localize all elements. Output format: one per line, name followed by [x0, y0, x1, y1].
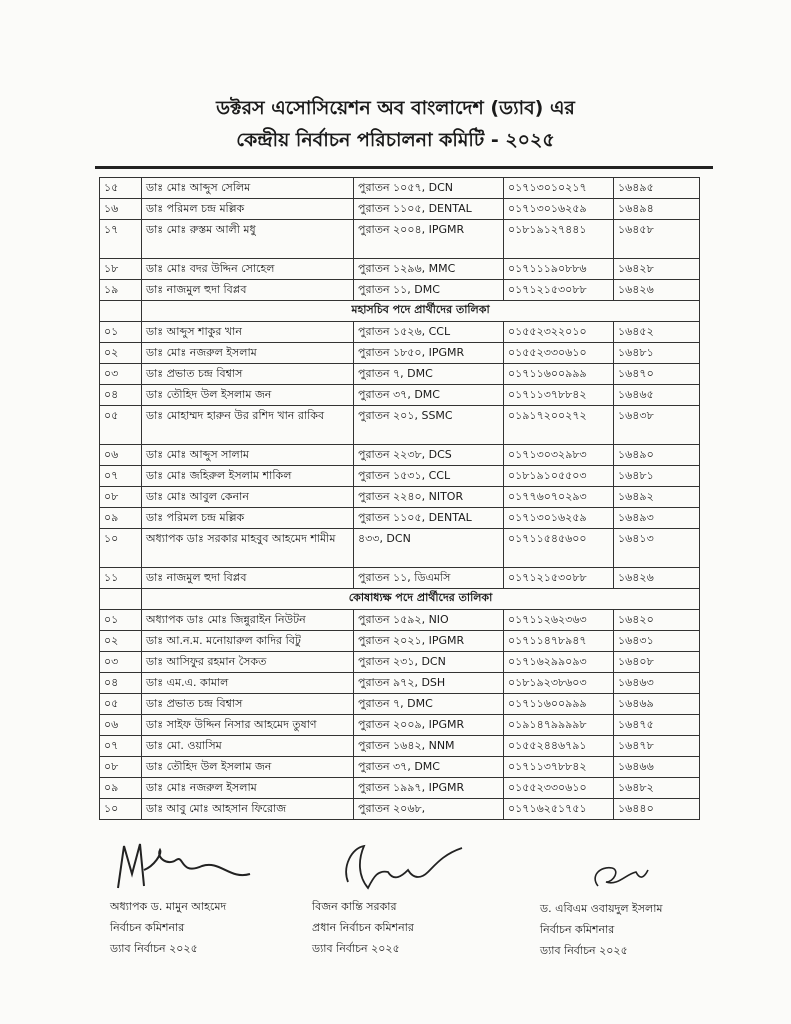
phone-cell: ০১৭১৩০১৬২৫৯	[504, 508, 614, 529]
name-cell: ডাঃ মোঃ নজরুল ইসলাম	[142, 343, 354, 364]
name-cell: ডাঃ মোঃ আব্দুস সেলিম	[142, 178, 354, 199]
serial-cell: ০২	[100, 343, 142, 364]
table-row	[100, 445, 700, 466]
name-cell: ডাঃ নাজমুল হুদা বিপ্লব	[142, 280, 354, 301]
header-rule	[95, 166, 713, 169]
signature-2-mark	[312, 836, 482, 896]
name-cell: ডাঃ পরিমল চন্দ্র মল্লিক	[142, 199, 354, 220]
name-cell: ডাঃ মোঃ জহিরুল ইসলাম শাকিল	[142, 466, 354, 487]
code-cell: ১৬৪২০	[614, 610, 700, 631]
record-cell: পুরাতন ২২৪০, NITOR	[354, 487, 504, 508]
name-cell: ডাঃ তৌহিদ উল ইসলাম জন	[142, 757, 354, 778]
table-row	[100, 220, 700, 259]
table-row	[100, 568, 700, 589]
name-cell: ডাঃ পরিমল চন্দ্র মল্লিক	[142, 508, 354, 529]
code-cell: ১৬৪৩১	[614, 631, 700, 652]
title-line-1: ডক্টরস এসোসিয়েশন অব বাংলাদেশ (ড্যাব) এর	[216, 97, 575, 119]
section-header-row	[100, 301, 700, 322]
code-cell: ১৬৪৮১	[614, 466, 700, 487]
serial-cell: ০৩	[100, 652, 142, 673]
record-cell: পুরাতন ৩৭, DMC	[354, 385, 504, 406]
table-row	[100, 715, 700, 736]
phone-cell: ০১৭১১৪৭৮৯৪৭	[504, 631, 614, 652]
code-cell: ১৬৪৭৫	[614, 715, 700, 736]
record-cell: পুরাতন ২০০৯, IPGMR	[354, 715, 504, 736]
signature-2-name: বিজন কান্তি সরকার	[312, 900, 397, 913]
section-spacer-cell	[100, 301, 142, 322]
serial-cell: ১০	[100, 799, 142, 820]
signature-1-name: অধ্যাপক ড. মামুন আহমেদ	[110, 900, 227, 913]
phone-cell: ০১৭১১৩৭৮৮৪২	[504, 385, 614, 406]
serial-cell: ০৫	[100, 694, 142, 715]
code-cell: ১৬৪৯৫	[614, 178, 700, 199]
name-cell: ডাঃ তৌহিদ উল ইসলাম জন	[142, 385, 354, 406]
record-cell: পুরাতন ২২৩৮, DCS	[354, 445, 504, 466]
record-cell: পুরাতন ১৮৫০, IPGMR	[354, 343, 504, 364]
code-cell: ১৬৪১৩	[614, 529, 700, 568]
record-cell: পুরাতন ২০১, SSMC	[354, 406, 504, 445]
serial-cell: ০৯	[100, 508, 142, 529]
record-cell: ৪৩৩, DCN	[354, 529, 504, 568]
phone-cell: ০১৭১৬২৫১৭৫১	[504, 799, 614, 820]
table-row	[100, 610, 700, 631]
signature-3-mark	[540, 852, 680, 898]
code-cell: ১৬৪৮১	[614, 343, 700, 364]
record-cell: পুরাতন ২০২১, IPGMR	[354, 631, 504, 652]
code-cell: ১৬৪৯০	[614, 445, 700, 466]
table-row	[100, 280, 700, 301]
name-cell: অধ্যাপক ডাঃ সরকার মাহবুব আহমেদ শামীম	[142, 529, 354, 568]
serial-cell: ০৭	[100, 466, 142, 487]
record-cell: পুরাতন ২০০৪, IPGMR	[354, 220, 504, 259]
phone-cell: ০১৭১১৫৪৫৬০০	[504, 529, 614, 568]
serial-cell: ১১	[100, 568, 142, 589]
code-cell: ১৬৪২৬	[614, 280, 700, 301]
code-cell: ১৬৪৬৫	[614, 385, 700, 406]
phone-cell: ০১৭১৩০১৬২৫৯	[504, 199, 614, 220]
section-title: কোষাধ্যক্ষ পদে প্রার্থীদের তালিকা	[142, 589, 700, 610]
code-cell: ১৬৪৫২	[614, 322, 700, 343]
code-cell: ১৬৪৭০	[614, 364, 700, 385]
candidate-table	[99, 177, 700, 820]
phone-cell: ০১৭১৩০৩২৯৮৩	[504, 445, 614, 466]
phone-cell: ০১৭১২১৫৩০৮৮	[504, 280, 614, 301]
code-cell: ১৬৪০৮	[614, 652, 700, 673]
table-row	[100, 199, 700, 220]
signature-3-role: নির্বাচন কমিশনার	[540, 923, 615, 936]
signature-1-event: ড্যাব নির্বাচন ২০২৫	[110, 942, 198, 955]
table-row	[100, 529, 700, 568]
name-cell: ডাঃ প্রভাত চন্দ্র বিশ্বাস	[142, 694, 354, 715]
phone-cell: ০১৭৭৬০৭০২৯৩	[504, 487, 614, 508]
serial-cell: ০১	[100, 610, 142, 631]
phone-cell: ০১৭১১৬০০৯৯৯	[504, 364, 614, 385]
table-row	[100, 487, 700, 508]
phone-cell: ০১৭১১৩৭৮৮৪২	[504, 757, 614, 778]
table-row	[100, 385, 700, 406]
code-cell: ১৬৪৬৩	[614, 673, 700, 694]
name-cell: অধ্যাপক ডাঃ মোঃ জিন্নুরাইন নিউটন	[142, 610, 354, 631]
phone-cell: ০১৭১৩০১০২১৭	[504, 178, 614, 199]
signature-1-mark	[110, 836, 260, 896]
name-cell: ডাঃ আসিফুর রহমান সৈকত	[142, 652, 354, 673]
signature-1-role: নির্বাচন কমিশনার	[110, 921, 185, 934]
record-cell: পুরাতন ১১, DMC	[354, 280, 504, 301]
name-cell: ডাঃ মোঃ রুস্তম আলী মধু	[142, 220, 354, 259]
serial-cell: ১৫	[100, 178, 142, 199]
record-cell: পুরাতন ১১০৫, DENTAL	[354, 199, 504, 220]
code-cell: ১৬৪২৮	[614, 259, 700, 280]
phone-cell: ০১৮১৯১২৭৪৪১	[504, 220, 614, 259]
table-row	[100, 757, 700, 778]
name-cell: ডাঃ মোঃ আব্দুস সালাম	[142, 445, 354, 466]
record-cell: পুরাতন ৭, DMC	[354, 694, 504, 715]
name-cell: ডাঃ আবু মোঃ আহসান ফিরোজ	[142, 799, 354, 820]
serial-cell: ১৬	[100, 199, 142, 220]
record-cell: পুরাতন ২০৬৮,	[354, 799, 504, 820]
table-row	[100, 631, 700, 652]
signature-3-name: ড. এবিএম ওবায়দুল ইসলাম	[540, 902, 663, 915]
name-cell: ডাঃ আ.ন.ম. মনোয়ারুল কাদির বিটু	[142, 631, 354, 652]
serial-cell: ১৮	[100, 259, 142, 280]
record-cell: পুরাতন ১৫২৬, CCL	[354, 322, 504, 343]
record-cell: পুরাতন ১২৯৬, MMC	[354, 259, 504, 280]
name-cell: ডাঃ আব্দুস শাকুর খান	[142, 322, 354, 343]
phone-cell: ০১৫৫২৩৩০৬১০	[504, 778, 614, 799]
serial-cell: ০২	[100, 631, 142, 652]
table-row	[100, 799, 700, 820]
table-row	[100, 736, 700, 757]
name-cell: ডাঃ মোঃ বদর উদ্দিন সোহেল	[142, 259, 354, 280]
table-row	[100, 508, 700, 529]
record-cell: পুরাতন ২৩১, DCN	[354, 652, 504, 673]
document-title	[0, 92, 791, 156]
code-cell: ১৬৪৬৯	[614, 694, 700, 715]
phone-cell: ০১৫৫২৩২২০১০	[504, 322, 614, 343]
table-row	[100, 259, 700, 280]
record-cell: পুরাতন ১১, ডিএমসি	[354, 568, 504, 589]
record-cell: পুরাতন ৭, DMC	[354, 364, 504, 385]
phone-cell: ০১৭১১১৯০৮৮৬	[504, 259, 614, 280]
name-cell: ডাঃ নাজমুল হুদা বিপ্লব	[142, 568, 354, 589]
name-cell: ডাঃ এম.এ. কামাল	[142, 673, 354, 694]
record-cell: পুরাতন ১৫৯২, NIO	[354, 610, 504, 631]
signature-2-role: প্রধান নির্বাচন কমিশনার	[312, 921, 414, 934]
signature-block-2	[312, 836, 482, 959]
code-cell: ১৬৪৩৮	[614, 406, 700, 445]
signature-3-event: ড্যাব নির্বাচন ২০২৫	[540, 944, 628, 957]
serial-cell: ১৯	[100, 280, 142, 301]
serial-cell: ০১	[100, 322, 142, 343]
table-row	[100, 694, 700, 715]
section-header-row	[100, 589, 700, 610]
phone-cell: ০১৮১৯২৩৮৬০৩	[504, 673, 614, 694]
serial-cell: ০৬	[100, 445, 142, 466]
name-cell: ডাঃ সাইফ উদ্দিন নিসার আহমেদ তুষাণ	[142, 715, 354, 736]
table-row	[100, 778, 700, 799]
phone-cell: ০১৫৫২৩৩০৬১০	[504, 343, 614, 364]
phone-cell: ০১৭১৬২৯৯০৯৩	[504, 652, 614, 673]
serial-cell: ০৪	[100, 385, 142, 406]
code-cell: ১৬৪৫৮	[614, 220, 700, 259]
name-cell: ডাঃ মো. ওয়াসিম	[142, 736, 354, 757]
record-cell: পুরাতন ১১০৫, DENTAL	[354, 508, 504, 529]
serial-cell: ১৭	[100, 220, 142, 259]
serial-cell: ০৯	[100, 778, 142, 799]
phone-cell: ০১৯১৪৭৯৯৯৯৮	[504, 715, 614, 736]
record-cell: পুরাতন ১০৫৭, DCN	[354, 178, 504, 199]
phone-cell: ০১৭১১৬০০৯৯৯	[504, 694, 614, 715]
table-row	[100, 673, 700, 694]
code-cell: ১৬৪২৬	[614, 568, 700, 589]
table-row	[100, 652, 700, 673]
code-cell: ১৬৪৯৩	[614, 508, 700, 529]
code-cell: ১৬৪৮২	[614, 778, 700, 799]
table-row	[100, 466, 700, 487]
serial-cell: ০৮	[100, 757, 142, 778]
signature-2-event: ড্যাব নির্বাচন ২০২৫	[312, 942, 400, 955]
section-spacer-cell	[100, 589, 142, 610]
table-row	[100, 343, 700, 364]
name-cell: ডাঃ মোঃ নজরুল ইসলাম	[142, 778, 354, 799]
name-cell: ডাঃ মোঃ আবুল কেনান	[142, 487, 354, 508]
serial-cell: ০৮	[100, 487, 142, 508]
record-cell: পুরাতন ১৯৯৭, IPGMR	[354, 778, 504, 799]
serial-cell: ০৭	[100, 736, 142, 757]
phone-cell: ০১৭১১২৬২৩৬৩	[504, 610, 614, 631]
table-row	[100, 406, 700, 445]
table-row	[100, 322, 700, 343]
code-cell: ১৬৪৭৮	[614, 736, 700, 757]
record-cell: পুরাতন ৩৭, DMC	[354, 757, 504, 778]
table-row	[100, 178, 700, 199]
phone-cell: ০১৮১৯১০৫৫০৩	[504, 466, 614, 487]
serial-cell: ০৬	[100, 715, 142, 736]
name-cell: ডাঃ মোহাম্মদ হারুন উর রশিদ খান রাকিব	[142, 406, 354, 445]
record-cell: পুরাতন ১৫৩১, CCL	[354, 466, 504, 487]
serial-cell: ০৩	[100, 364, 142, 385]
phone-cell: ০১৫৫২৪৪৬৭৯১	[504, 736, 614, 757]
table-row	[100, 364, 700, 385]
signature-block-1	[110, 836, 260, 959]
phone-cell: ০১৯১৭২০০২৭২	[504, 406, 614, 445]
phone-cell: ০১৭১২১৫৩০৮৮	[504, 568, 614, 589]
record-cell: পুরাতন ১৬৪২, NNM	[354, 736, 504, 757]
serial-cell: ১০	[100, 529, 142, 568]
record-cell: পুরাতন ৯৭২, DSH	[354, 673, 504, 694]
name-cell: ডাঃ প্রভাত চন্দ্র বিশ্বাস	[142, 364, 354, 385]
code-cell: ১৬৪৬৬	[614, 757, 700, 778]
title-line-2: কেন্দ্রীয় নির্বাচন পরিচালনা কমিটি - ২০২৫	[236, 129, 555, 151]
code-cell: ১৬৪৯২	[614, 487, 700, 508]
section-title: মহাসচিব পদে প্রার্থীদের তালিকা	[142, 301, 700, 322]
serial-cell: ০৪	[100, 673, 142, 694]
serial-cell: ০৫	[100, 406, 142, 445]
code-cell: ১৬৪৪০	[614, 799, 700, 820]
signature-block-3	[540, 852, 680, 961]
candidate-table-body	[100, 178, 700, 820]
code-cell: ১৬৪৯৪	[614, 199, 700, 220]
